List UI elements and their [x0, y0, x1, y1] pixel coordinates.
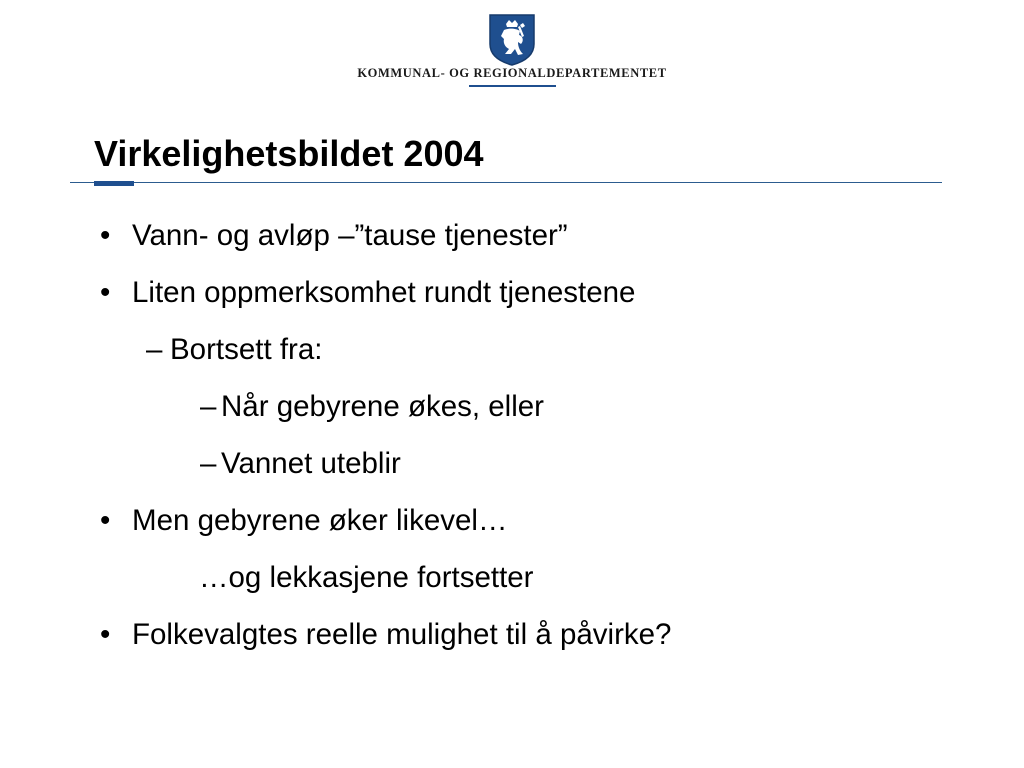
bullet-text: Folkevalgtes reelle mulighet til å påvirke?	[132, 618, 672, 651]
sub-sub-bullet-marker: –	[200, 390, 217, 423]
ministry-underline	[469, 85, 556, 87]
bullet-marker: •	[100, 276, 111, 309]
bullet-marker: •	[100, 219, 111, 252]
sub-bullet-marker: –	[146, 333, 163, 366]
ministry-logo	[340, 10, 684, 94]
title-accent-bar	[94, 181, 134, 186]
slide-title: Virkelighetsbildet 2004	[94, 133, 484, 174]
bullet-text: Vann- og avløp –”tause tjenester”	[132, 219, 568, 252]
bullet-text: Men gebyrene øker likevel…	[132, 504, 508, 537]
title-divider	[70, 182, 942, 183]
ministry-name: KOMMUNAL- OG REGIONALDEPARTEMENTET	[357, 66, 667, 80]
bullet-marker: •	[100, 504, 111, 537]
bullet-text: Liten oppmerksomhet rundt tjenestene	[132, 276, 636, 309]
norwegian-coat-of-arms-icon	[489, 14, 535, 66]
sub-sub-bullet-text: Vannet uteblir	[221, 447, 401, 480]
sub-bullet-text: Bortsett fra:	[170, 333, 323, 366]
sub-sub-bullet-text: Når gebyrene økes, eller	[221, 390, 545, 423]
continuation-text: …og lekkasjene fortsetter	[199, 561, 534, 594]
bullet-marker: •	[100, 618, 111, 651]
sub-sub-bullet-marker: –	[200, 447, 217, 480]
